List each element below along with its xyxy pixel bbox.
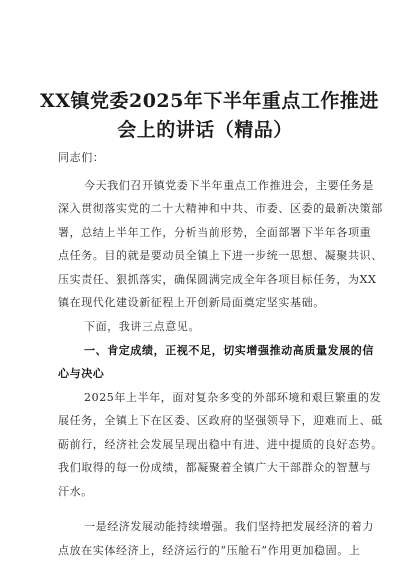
paragraph-2: 下面，我讲三点意见。: [84, 320, 200, 333]
document-title-line-2: 会上的讲话（精品）: [117, 119, 293, 141]
paragraph-1-line-2: 深入贯彻落实党的二十大精神和中共、市委、区委的最新决策部: [58, 202, 383, 215]
paragraph-3-line-1: 2025年上半年，面对复杂多变的外部环境和艰巨繁重的发: [84, 391, 382, 404]
paragraph-3-line-5: 汗水。: [58, 485, 93, 498]
paragraph-3-line-2: 展任务，全镇上下在区委、区政府的坚强领导下，迎难而上、砥: [58, 414, 383, 427]
paragraph-4-line-2: 点放在实体经济上，经济运行的“压舱石”作用更加稳固。上: [58, 544, 361, 557]
paragraph-1-line-6: 镇在现代化建设新征程上开创新局面奠定坚实基础。: [58, 296, 325, 309]
heading-1-line-2: 心与决心: [58, 367, 105, 380]
paragraph-4-line-1: 一是经济发展动能持续增强。我们坚持把发展经济的着力: [84, 520, 374, 533]
paragraph-1-line-4: 点任务。目的就是要动员全镇上下进一步统一思想、凝聚共识、: [58, 249, 383, 262]
salutation: 同志们：: [58, 151, 105, 164]
paragraph-3-line-3: 砺前行，经济社会发展呈现出稳中有进、进中提质的良好态势。: [58, 438, 383, 451]
paragraph-1-line-1: 今天我们召开镇党委下半年重点工作推进会，主要任务是: [84, 179, 374, 192]
paragraph-1-line-5: 压实责任、狠抓落实，确保圆满完成全年各项目标任务，为XX: [58, 273, 377, 286]
paragraph-1-line-3: 署，总结上半年工作，分析当前形势，全面部署下半年各项重: [58, 226, 372, 239]
heading-1-line-1: 一、肯定成绩，正视不足，切实增强推动高质量发展的信: [84, 344, 374, 357]
paragraph-3-line-4: 我们取得的每一份成绩，都凝聚着全镇广大干部群众的智慧与: [58, 461, 372, 474]
document-title-line-1: XX镇党委2025年下半年重点工作推进: [40, 90, 379, 112]
